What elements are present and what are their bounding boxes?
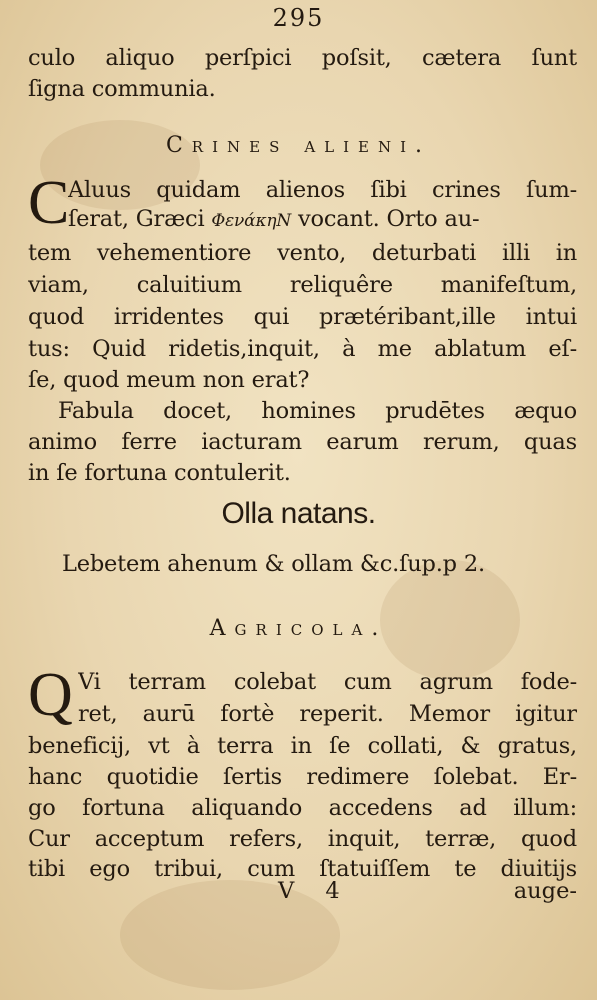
text-line [68, 205, 577, 236]
text-line: ſe, quod meum non erat? [28, 367, 310, 393]
signature-mark: V 4 [278, 878, 352, 904]
text-line: animo ferre iacturam earum rerum, quas [28, 429, 577, 455]
text-line: viam, caluitium reliquêre manifeſtum, [28, 272, 577, 298]
text-line: Fabula docet, homines prudētes æquo [58, 398, 577, 424]
text-fragment: ſerat, Græci [68, 206, 205, 232]
text-line: Aluus quidam alienos ſibi crines ſum- [68, 177, 577, 203]
text-line: in ſe fortuna contulerit. [28, 460, 291, 486]
text-line: tus: Quid ridetis,inquit, à me ablatum eſ- [28, 336, 577, 362]
section-title: Olla natans. [221, 497, 376, 530]
text-line: ret, aurū fortè reperit. Memor igitur [78, 701, 577, 727]
page-footer [28, 878, 577, 908]
catchword: auge- [513, 878, 577, 904]
text-line: beneficij, vt à terra in ſe collati, & gratus, [28, 733, 577, 759]
drop-cap: C [28, 169, 70, 237]
text-line: Vi terram colebat cum agrum fode- [78, 669, 577, 695]
text-line: culo aliquo perſpici poſsit, cætera ſunt [28, 45, 577, 71]
text-line: tem vehementiore vento, deturbati illi in [28, 240, 577, 266]
text-line: ſigna communia. [28, 76, 216, 102]
text-line: hanc quotidie ſertis redimere ſolebat. Er- [28, 764, 577, 790]
text-line: tibi ego tribui, cum ſtatuiſſem te diuitijs [28, 856, 577, 882]
text-line: Lebetem ahenum & ollam &c.ſup.p 2. [62, 551, 485, 577]
text-line: Cur acceptum refers, inquit, terræ, quod [28, 826, 577, 852]
section-title: Crines alieni. [165, 133, 432, 158]
text-fragment: vocant. Orto au- [298, 206, 480, 232]
drop-cap: Q [28, 661, 73, 729]
page-number: 295 [272, 4, 325, 32]
greek-word: ΦενάκηΝ [211, 211, 292, 231]
text-line: go fortuna aliquando accedens ad illum: [28, 795, 577, 821]
text-line: quod irridentes qui prætéribant,ille intui [28, 304, 577, 330]
section-title: Agricola. [209, 616, 388, 641]
